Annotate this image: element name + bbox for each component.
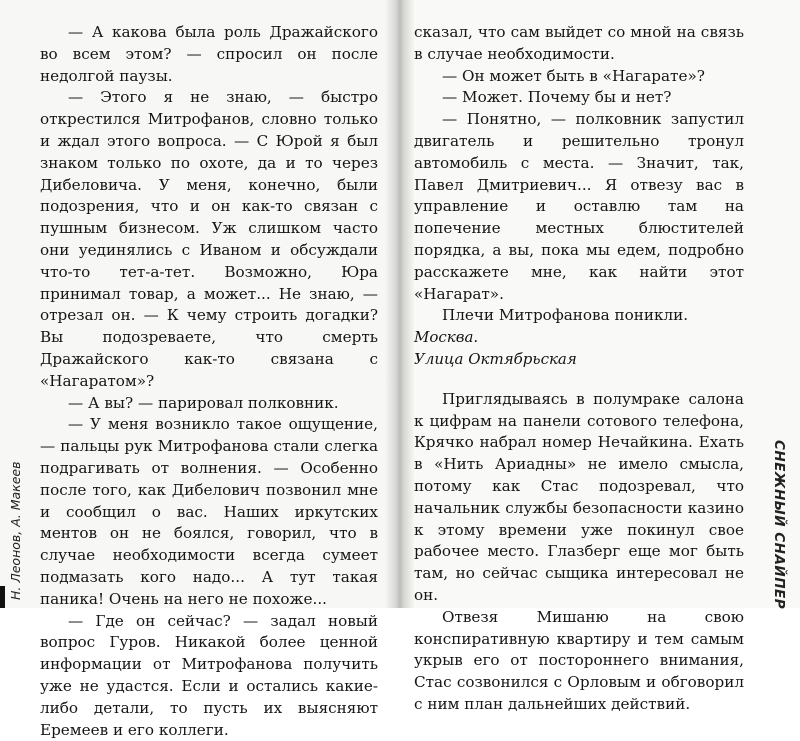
paragraph: — Понятно, — полковник запустил двигатель и решительно тронул автомобиль с места. — Значит, так, Павел Дмитриевич... Я отвезу вас в управление и оставлю там на попечение местных блюстителей порядка, а вы, пока мы едем, подробно расскажете мне, как найти этот «Нагарат». (414, 110, 744, 303)
left-page-text (40, 22, 378, 741)
paragraph: Отвезя Мишаню на свою конспиративную квартиру и тем самым укрыв его от постороннего внимания, Стас созвонился с Орловым и обговорил с ним план дальнейших действий. (414, 607, 744, 713)
scene-place-city: Москва. (414, 328, 479, 347)
running-head-title: СНЕЖНЫЙ СНАЙПЕР (771, 440, 787, 610)
paragraph: — У меня возникло такое ощущение, — пальцы рук Митрофанова стали слегка подрагивать от волнения. — Особенно после того, как Дибелович позвонил мне и сообщил о вас. Наших иркутских ментов он не боялся, говорил, что в случае необходимости всегда сумеет подмазать кого надо... А тут такая паника! Очень на него не похоже... (40, 415, 378, 608)
paragraph: — Он может быть в «Нагарате»? (442, 66, 705, 85)
right-page-text (414, 22, 744, 716)
paragraph: — Этого я не знаю, — быстро открестился Митрофанов, словно только и ждал этого вопроса. — С Юрой я был знаком только по охоте, да и то через Дибеловича. У меня, конечно, были подозрения, что и он как-то связан с пушным бизнесом. Уж слишком часто они уединялись с Иваном и обсуждали что-то тет-а-тет. Возможно, Юра принимал товар, а может... Не знаю, — отрезал он. — К чему строить догадки? Вы подозреваете, что смерть Дражайского как-то связана с «Нагаратом»? (40, 88, 378, 390)
paragraph: сказал, что сам выйдет со мной на связь в случае необходимости. (414, 23, 744, 63)
book-gutter (385, 0, 415, 608)
paragraph: — А какова была роль Дражайского во всем этом? — спросил он после недолгой паузы. (40, 23, 378, 85)
running-head-authors: Н. Леонов, А. Макеев (8, 461, 23, 600)
paragraph: — Где он сейчас? — задал новый вопрос Гуров. Никакой более ценной информации от Митрофанова получить уже не удастся. Если и остались какие-либо детали, то пусть их выясняют Еремеев и его коллеги. (40, 611, 378, 739)
page-edge-mark (0, 586, 5, 608)
scene-break (414, 371, 744, 389)
paragraph: — Может. Почему бы и нет? (442, 88, 672, 107)
paragraph: Приглядываясь в полумраке салона к цифрам на панели сотового телефона, Крячко набрал номер Нечайкина. Ехать в «Нить Ариадны» не имело смысла, потому как Стас подозревал, что начальник службы безопасности казино к этому времени уже покинул свое рабочее место. Глазберг еще мог быть там, но сейчас сыщика интересовал не он. (414, 389, 744, 604)
scene-place-street: Улица Октябрьская (414, 349, 577, 368)
paragraph: Плечи Митрофанова поникли. (442, 306, 689, 325)
paragraph: — А вы? — парировал полковник. (68, 393, 339, 412)
